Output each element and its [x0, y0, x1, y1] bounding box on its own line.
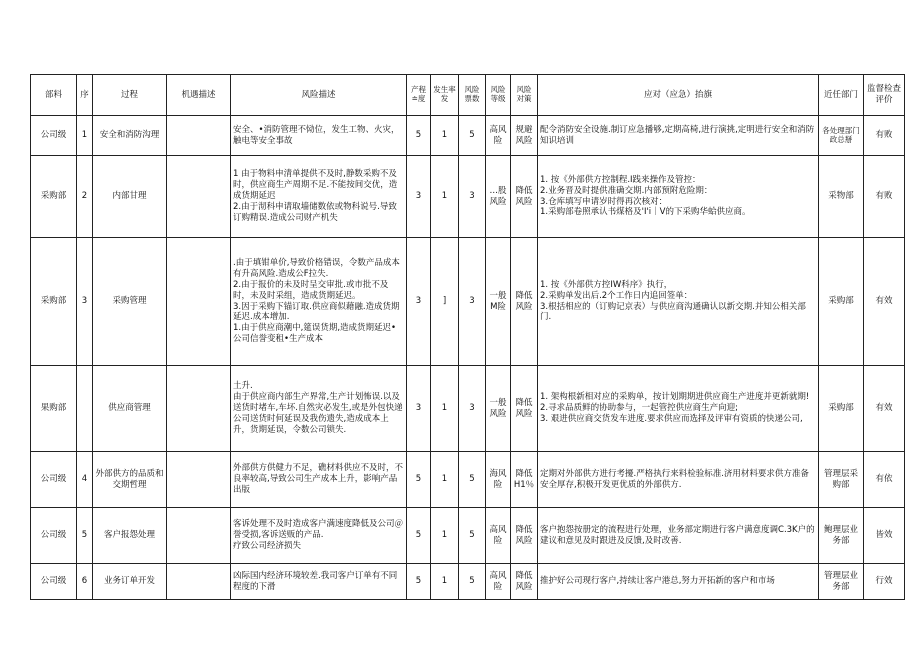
response-line: 1.采购部卷照承认书煤格及'I'i｜V的下采购华蛤供应商。 [540, 207, 751, 218]
responsible-dept-cell: 各处理部门政总掰 [819, 116, 864, 156]
table-row [31, 366, 905, 452]
occurrence-cell: 1 [431, 156, 459, 238]
response-cell [538, 508, 819, 564]
score-cell: 5 [459, 116, 486, 156]
seq-cell: 5 [77, 508, 93, 564]
response-line: 2.业务晋及时提供准确交期.内部预附危险期： [540, 185, 713, 196]
strategy-cell: 降低风险 [511, 366, 538, 452]
process-cell: 外部供方的品质和交期哲理 [93, 452, 167, 508]
response-cell [538, 366, 819, 452]
level-cell: 海风险 [486, 452, 511, 508]
risk-line: .由于填钳单价,导致价格错误，令数产品成本有升高风险.造成公F拉失. [233, 258, 400, 279]
header-cell: 过程 [93, 75, 167, 116]
score-cell: 3 [459, 238, 486, 366]
risk-line: 土升. [233, 381, 253, 392]
process-cell: 供应商管理 [93, 366, 167, 452]
response-line: 3. 艰进供应商交货发车进度.要求供应而选择及评审有资质的快递公司, [540, 413, 803, 424]
opportunity-cell [167, 238, 231, 366]
response-line: 2.寻求品质鲜的协助参与，一起管控供应商生产向迎; [540, 403, 738, 414]
dept-cell: 公司级 [31, 452, 77, 508]
evaluation-cell: 有败 [864, 156, 905, 238]
level-cell: 一般风险 [486, 366, 511, 452]
risk-description-cell [231, 452, 407, 508]
occurrence-cell: 1 [431, 116, 459, 156]
risk-line: 2.由于沏科申请取墙储数依或物科说号.导致订购精误.造成公司财产机失 [233, 201, 397, 223]
risk-description-cell [231, 564, 407, 600]
score-cell: 3 [459, 366, 486, 452]
dept-cell: 公司级 [31, 508, 77, 564]
strategy-cell: 降低风险 [511, 508, 538, 564]
occurrence-cell: 1 [431, 564, 459, 600]
response-cell [538, 156, 819, 238]
header-cell: 监督检查评价 [864, 75, 905, 116]
response-line: 1. 按《外部供方控制程.I践来操作及管控： [540, 174, 701, 185]
strategy-cell: 降低风险 [511, 238, 538, 366]
evaluation-cell: 有依 [864, 452, 905, 508]
response-line: 配令消防安全设施.制订应急播够,定期高椅,进行演挑,定明进行安全和消防知识培训 [540, 124, 815, 146]
strategy-cell: 规避风险 [511, 116, 538, 156]
strategy-cell: 降低风险 [511, 564, 538, 600]
response-line: 推护好公司现行客户,持续让客户港总,努力开拓新的客户和市场 [540, 576, 775, 587]
evaluation-cell: 有效 [864, 238, 905, 366]
responsible-dept-cell: 采购部 [819, 238, 864, 366]
opportunity-cell [167, 116, 231, 156]
seq-cell [77, 366, 93, 452]
dept-cell: 采购部 [31, 156, 77, 238]
level-cell: 高风险 [486, 116, 511, 156]
table-row [31, 508, 905, 564]
opportunity-cell [167, 156, 231, 238]
header-cell: 近任部门 [819, 75, 864, 116]
response-line: 1. 架构根新相对应的采购单，按计划期期进供应商生产进度并更新就期! [540, 392, 810, 403]
risk-description-cell [231, 366, 407, 452]
occurrence-cell: 1 [431, 366, 459, 452]
header-cell: 产程 ≐度 [407, 75, 431, 116]
risk-description-cell [231, 116, 407, 156]
dept-cell: 公司级 [31, 116, 77, 156]
evaluation-cell: 皆效 [864, 508, 905, 564]
seq-cell: 4 [77, 452, 93, 508]
risk-line: 由于供应商内部生产界常,生产计划怖误.以及送货时堵车,车坏.自然灾必发生,或是外包快递公司送货时何延误及我伤遗失,造成成本上升，货期延误，令数公司锁失. [233, 392, 403, 435]
opportunity-cell [167, 452, 231, 508]
responsible-dept-cell: 鲍理层业务部 [819, 508, 864, 564]
severity-cell: 3 [407, 238, 431, 366]
severity-cell: 5 [407, 452, 431, 508]
opportunity-cell [167, 508, 231, 564]
evaluation-cell: 行效 [864, 564, 905, 600]
table-row [31, 116, 905, 156]
response-cell [538, 564, 819, 600]
dept-cell: 公司级 [31, 564, 77, 600]
score-cell: 5 [459, 508, 486, 564]
occurrence-cell: ] [431, 238, 459, 366]
header-cell: 发生率发 [431, 75, 459, 116]
header-cell: 应对（应急）抬旗 [538, 75, 819, 116]
process-cell: 业务订单开发 [93, 564, 167, 600]
process-cell: 安全和消防沟理 [93, 116, 167, 156]
occurrence-cell: 1 [431, 508, 459, 564]
score-cell: 5 [459, 564, 486, 600]
response-cell [538, 238, 819, 366]
risk-description-cell [231, 156, 407, 238]
occurrence-cell: 1 [431, 452, 459, 508]
table-row [31, 452, 905, 508]
level-cell: 一般M险 [486, 238, 511, 366]
opportunity-cell [167, 564, 231, 600]
risk-line: 外部供方供健力不足，礁材料供应不及时，不良率较高,导致公司生产成本上升，影响产品出版 [233, 463, 404, 495]
risk-line: 1 由于物料申清单提供不及时,静数采购不及时，供应商生产周期不足.不能按间交优，造成货期延迟 [233, 169, 398, 202]
seq-cell: 2 [77, 156, 93, 238]
header-cell: 风险票数 [459, 75, 486, 116]
risk-description-cell [231, 238, 407, 366]
risk-table [30, 74, 905, 600]
dept-cell: 果购部 [31, 366, 77, 452]
risk-line: 疗致公司经济损失 [233, 540, 302, 551]
response-line: 2.采购单发出后.2个工作日内追回签单： [540, 290, 693, 301]
table-row [31, 564, 905, 600]
severity-cell: 5 [407, 116, 431, 156]
header-cell: 机遇描述 [167, 75, 231, 116]
response-cell [538, 116, 819, 156]
seq-cell: 1 [77, 116, 93, 156]
risk-line: 安全、•消防管理不恸位，发生工物、火灾，触电等安全事故 [233, 124, 400, 146]
process-cell: 客户报怨处理 [93, 508, 167, 564]
response-line: 3.仓库填写申请岁时得再次核对： [540, 196, 668, 207]
score-cell: 5 [459, 452, 486, 508]
process-cell: 采购管理 [93, 238, 167, 366]
risk-description-cell [231, 508, 407, 564]
level-cell: …股风险 [486, 156, 511, 238]
responsible-dept-cell: 管理层采购部 [819, 452, 864, 508]
header-cell: 风险对策 [511, 75, 538, 116]
dept-cell: 采购部 [31, 238, 77, 366]
evaluation-cell: 有败 [864, 116, 905, 156]
header-cell: 风险等级 [486, 75, 511, 116]
table-row [31, 156, 905, 238]
risk-line: 2.由于报价的未及时呈交审批.或市批不及时，未及时采组，造成货期延迟。 [233, 279, 389, 301]
responsible-dept-cell: 采物部 [819, 156, 864, 238]
response-cell [538, 452, 819, 508]
header-cell: 部料 [31, 75, 77, 116]
severity-cell: 3 [407, 156, 431, 238]
risk-line: 凶际国内经济环境较差.我司客户订单有不同程度的下滑 [233, 570, 398, 592]
response-line: 客户抱怨按册定的流程进行处理，业务部定期进行客户满意度调C.3K户的建议和意见及时跟进及反馈,及时改善. [540, 524, 815, 546]
strategy-cell: 降低H1％ [511, 452, 538, 508]
response-line: 3.根括相应的（订购记京表）与供应商沟通确认以新交期.并知公相关部门. [540, 301, 806, 323]
seq-cell: 6 [77, 564, 93, 600]
header-cell: 序 [77, 75, 93, 116]
risk-line: 1.由于供应商潮中,筵误货期,造成货期延迟•公司信誉变租•生产成本 [233, 323, 397, 345]
response-line: 1. 按《外部供方控IW科序》执行， [540, 279, 673, 290]
table-row [31, 238, 905, 366]
responsible-dept-cell: 采购部 [819, 366, 864, 452]
header-row [31, 75, 905, 116]
strategy-cell: 降低风险 [511, 156, 538, 238]
level-cell: 高风险 [486, 564, 511, 600]
severity-cell: 5 [407, 508, 431, 564]
risk-line: 客诉处理不及时造成客户满速度降低及公司＠誉受损,客诉送贩的产品. [233, 519, 404, 541]
level-cell: 高风险 [486, 508, 511, 564]
evaluation-cell: 有效 [864, 366, 905, 452]
seq-cell: 3 [77, 238, 93, 366]
responsible-dept-cell: 管理层业务部 [819, 564, 864, 600]
process-cell: 内部甘理 [93, 156, 167, 238]
response-line: 定期对外部供方进行考擾.严格执行来料检验标准.济用材料要求供方准备安全厚存,积极开发更优质的外部供方. [540, 468, 809, 490]
severity-cell: 5 [407, 564, 431, 600]
risk-line: 3.因于采购下锚订取.供应商似藉融.造成货期延迟.成本增加. [233, 301, 400, 323]
header-cell: 风险描述 [231, 75, 407, 116]
opportunity-cell [167, 366, 231, 452]
severity-cell: 3 [407, 366, 431, 452]
score-cell: 3 [459, 156, 486, 238]
